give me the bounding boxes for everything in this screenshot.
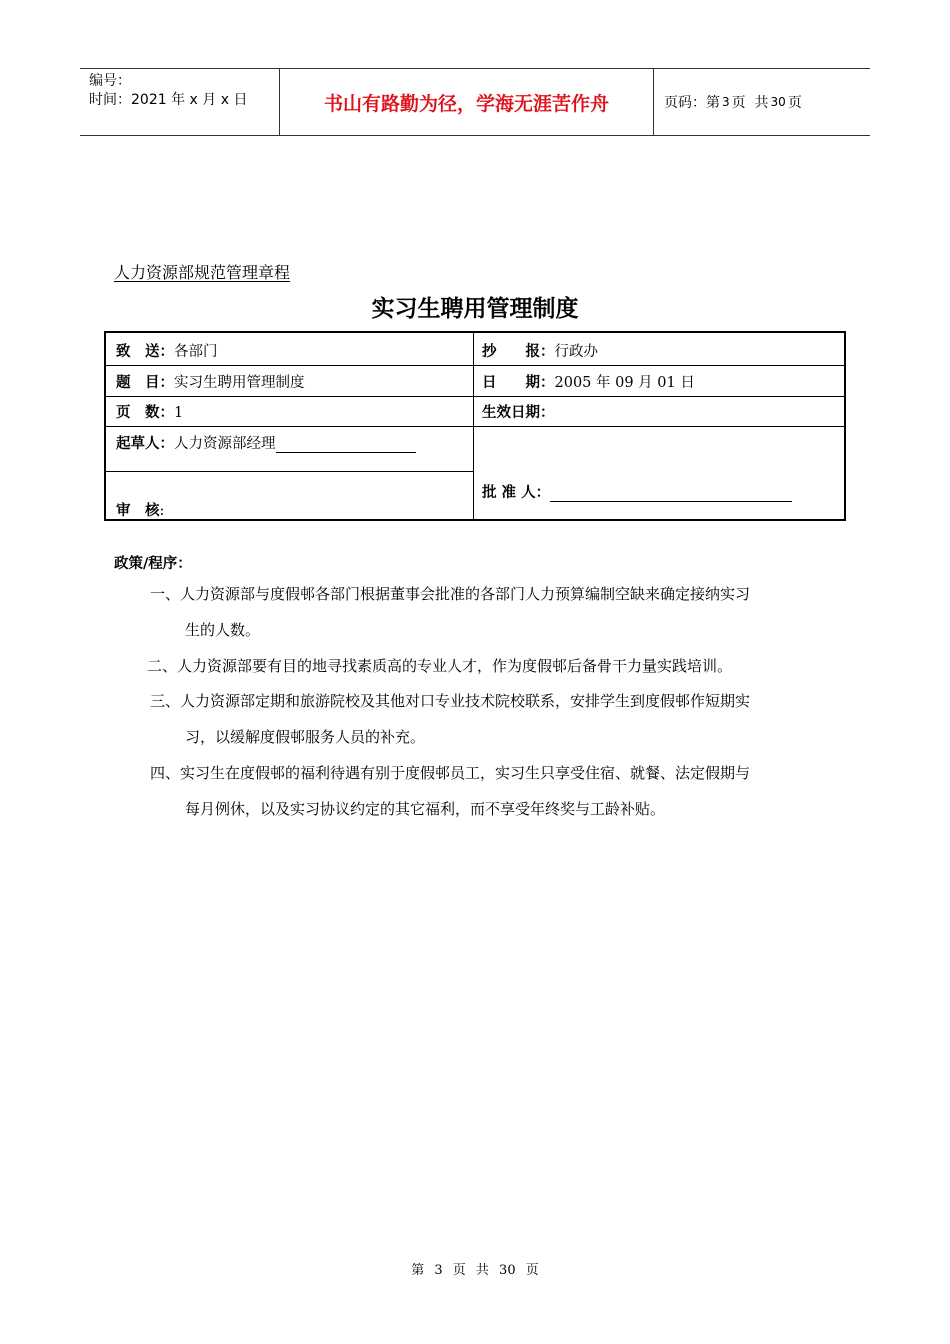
policy-item-1	[150, 576, 750, 648]
policy-item-4	[150, 755, 750, 827]
approver-cell	[482, 481, 792, 502]
table-rule	[106, 396, 844, 397]
page-number: 3	[722, 95, 730, 109]
date-label: 日 期：	[482, 375, 555, 391]
date-value: 2005 年 09 月 01 日	[554, 375, 695, 391]
pages-label: 页 数：	[116, 405, 174, 421]
date-cell	[482, 371, 695, 392]
info-table	[104, 331, 846, 521]
policy-item-4-line-2: 每月例休，以及实习协议约定的其它福利，而不享受年终奖与工龄补贴。	[185, 800, 666, 818]
doc-subtitle: 人力资源部规范管理章程	[114, 263, 291, 282]
table-rule	[106, 471, 473, 472]
policy-item-3	[150, 683, 750, 755]
doc-title: 实习生聘用管理制度	[371, 295, 579, 322]
policy-item-3-line-1: 三、人力资源部定期和旅游院校及其他对口专业技术院校联系，安排学生到度假邨作短期实	[150, 692, 751, 710]
cc-label: 抄 报：	[482, 344, 555, 360]
table-rule	[106, 426, 844, 427]
to-cell	[116, 340, 218, 361]
cc-value: 行政办	[554, 344, 598, 360]
drafter-signature-line	[276, 436, 416, 453]
policy-item-1-line-1: 一、人力资源部与度假邨各部门根据董事会批准的各部门人力预算编制空缺来确定接纳实习	[150, 585, 751, 603]
page-mid: 页 共	[731, 95, 769, 111]
review-label: 审 核	[116, 503, 160, 519]
approver-label: 批 准 人：	[482, 485, 551, 501]
time-text: 时间：2021 年 x 月 x 日	[89, 92, 248, 108]
to-value: 各部门	[174, 344, 218, 360]
header-page-info	[654, 69, 870, 135]
review-cell: 审 核:	[116, 499, 430, 520]
to-label: 致 送：	[116, 344, 174, 360]
page-total: 30	[770, 95, 786, 109]
policy-item-4-line-1: 四、实习生在度假邨的福利待遇有别于度假邨员工，实习生只享受住宿、就餐、法定假期与	[150, 764, 751, 782]
policy-item-2-line-1: 二、人力资源部要有目的地寻找素质高的专业人才，作为度假邨后备骨干力量实践培训。	[147, 657, 733, 675]
approver-signature-line	[550, 485, 792, 502]
code-label: 编号：	[89, 73, 131, 89]
drafter-label: 起草人：	[116, 436, 174, 452]
drafter-value: 人力资源部经理	[174, 436, 276, 452]
cc-cell	[482, 340, 598, 361]
pages-cell	[116, 401, 183, 422]
subject-cell	[116, 371, 305, 392]
policy-item-1-line-2: 生的人数。	[185, 621, 261, 639]
header-motto: 书山有路勤为径，学海无涯苦作舟	[280, 69, 654, 135]
pages-value: 1	[174, 405, 184, 421]
policy-heading: 政策/程序：	[114, 556, 192, 572]
subject-label: 题 目：	[116, 375, 174, 391]
page-suffix: 页	[787, 95, 802, 111]
policy-item-2	[147, 648, 732, 684]
header-meta	[80, 69, 280, 135]
page-footer: 第 3 页 共 30 页	[411, 1263, 539, 1278]
policy-item-3-line-2: 习，以缓解度假邨服务人员的补充。	[185, 728, 426, 746]
effective-cell	[482, 401, 555, 422]
effective-label: 生效日期：	[482, 405, 555, 421]
drafter-cell	[116, 432, 416, 453]
subject-value: 实习生聘用管理制度	[174, 375, 305, 391]
page-prefix: 页码：第	[664, 95, 720, 111]
review-signature-line	[164, 503, 430, 520]
table-divider	[473, 333, 474, 519]
table-rule	[106, 365, 844, 366]
page-header	[80, 68, 870, 136]
